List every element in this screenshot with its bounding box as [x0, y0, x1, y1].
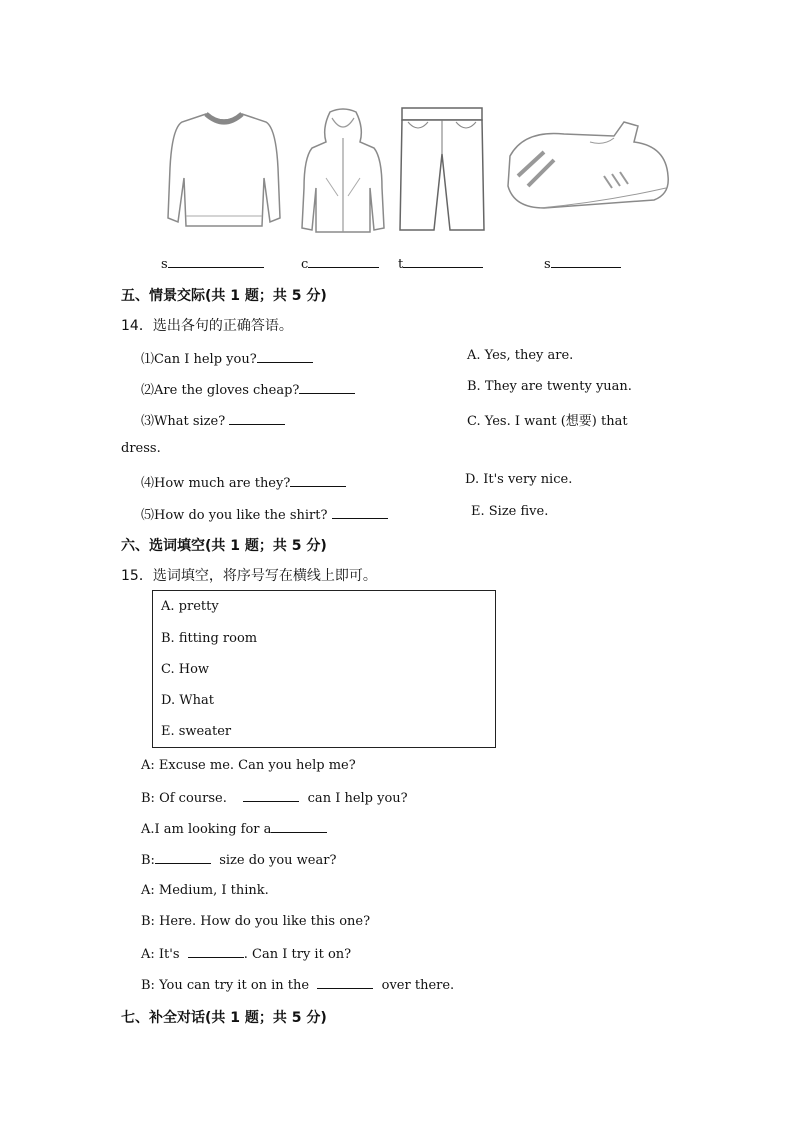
q14-answer-c: C. Yes. I want (想要) that [467, 414, 628, 429]
q14-item-2: ⑵Are the gloves cheap? [141, 379, 355, 398]
dialogue-line-5: A: Medium, I think. [141, 883, 269, 898]
q14-item-3: ⑶What size? [141, 410, 285, 429]
word-option-b: B. fitting room [161, 631, 258, 646]
word-option-c: C. How [161, 662, 210, 677]
question-15: 15．选词填空，将序号写在横线上即可。 [121, 568, 377, 584]
section-7-title: 七、补全对话(共 1 题；共 5 分) [121, 1010, 327, 1026]
jacket-image [300, 108, 386, 234]
dialogue-line-4: B: size do you wear? [141, 853, 337, 868]
dialogue-line-7: A: It's . Can I try it on? [141, 947, 352, 962]
word-blank-trousers: t [398, 255, 483, 272]
q14-answer-a: A. Yes, they are. [467, 348, 574, 363]
q14-item-1: ⑴Can I help you? [141, 348, 313, 367]
section-5-title: 五、情景交际(共 1 题；共 5 分) [121, 288, 327, 304]
word-option-e: E. sweater [161, 724, 232, 739]
dialogue-line-1: A: Excuse me. Can you help me? [141, 758, 356, 773]
word-option-a: A. pretty [161, 599, 219, 614]
question-14: 14．选出各句的正确答语。 [121, 318, 293, 334]
word-blank-shoes: s [544, 255, 621, 272]
section-6-title: 六、选词填空(共 1 题；共 5 分) [121, 538, 327, 554]
dialogue-line-3: A.I am looking for a [141, 820, 327, 837]
dialogue-line-2: B: Of course. can I help you? [141, 791, 408, 806]
q14-answer-b: B. They are twenty yuan. [467, 379, 632, 394]
dialogue-line-6: B: Here. How do you like this one? [141, 914, 371, 929]
q14-item-5: ⑸How do you like the shirt? [141, 504, 388, 523]
q14-item-4: ⑷How much are they? [141, 472, 346, 491]
q14-answer-e: E. Size five. [471, 504, 549, 519]
word-blank-sweater: s [161, 255, 264, 272]
shoes-image [504, 116, 672, 216]
sweater-image [166, 108, 282, 232]
q14-answer-c-wrap: dress. [121, 441, 161, 456]
dialogue-line-8: B: You can try it on in the over there. [141, 978, 455, 993]
trousers-image [398, 104, 486, 234]
q14-answer-d: D. It's very nice. [465, 472, 573, 487]
word-blank-jacket: c [301, 255, 379, 272]
word-option-d: D. What [161, 693, 214, 708]
